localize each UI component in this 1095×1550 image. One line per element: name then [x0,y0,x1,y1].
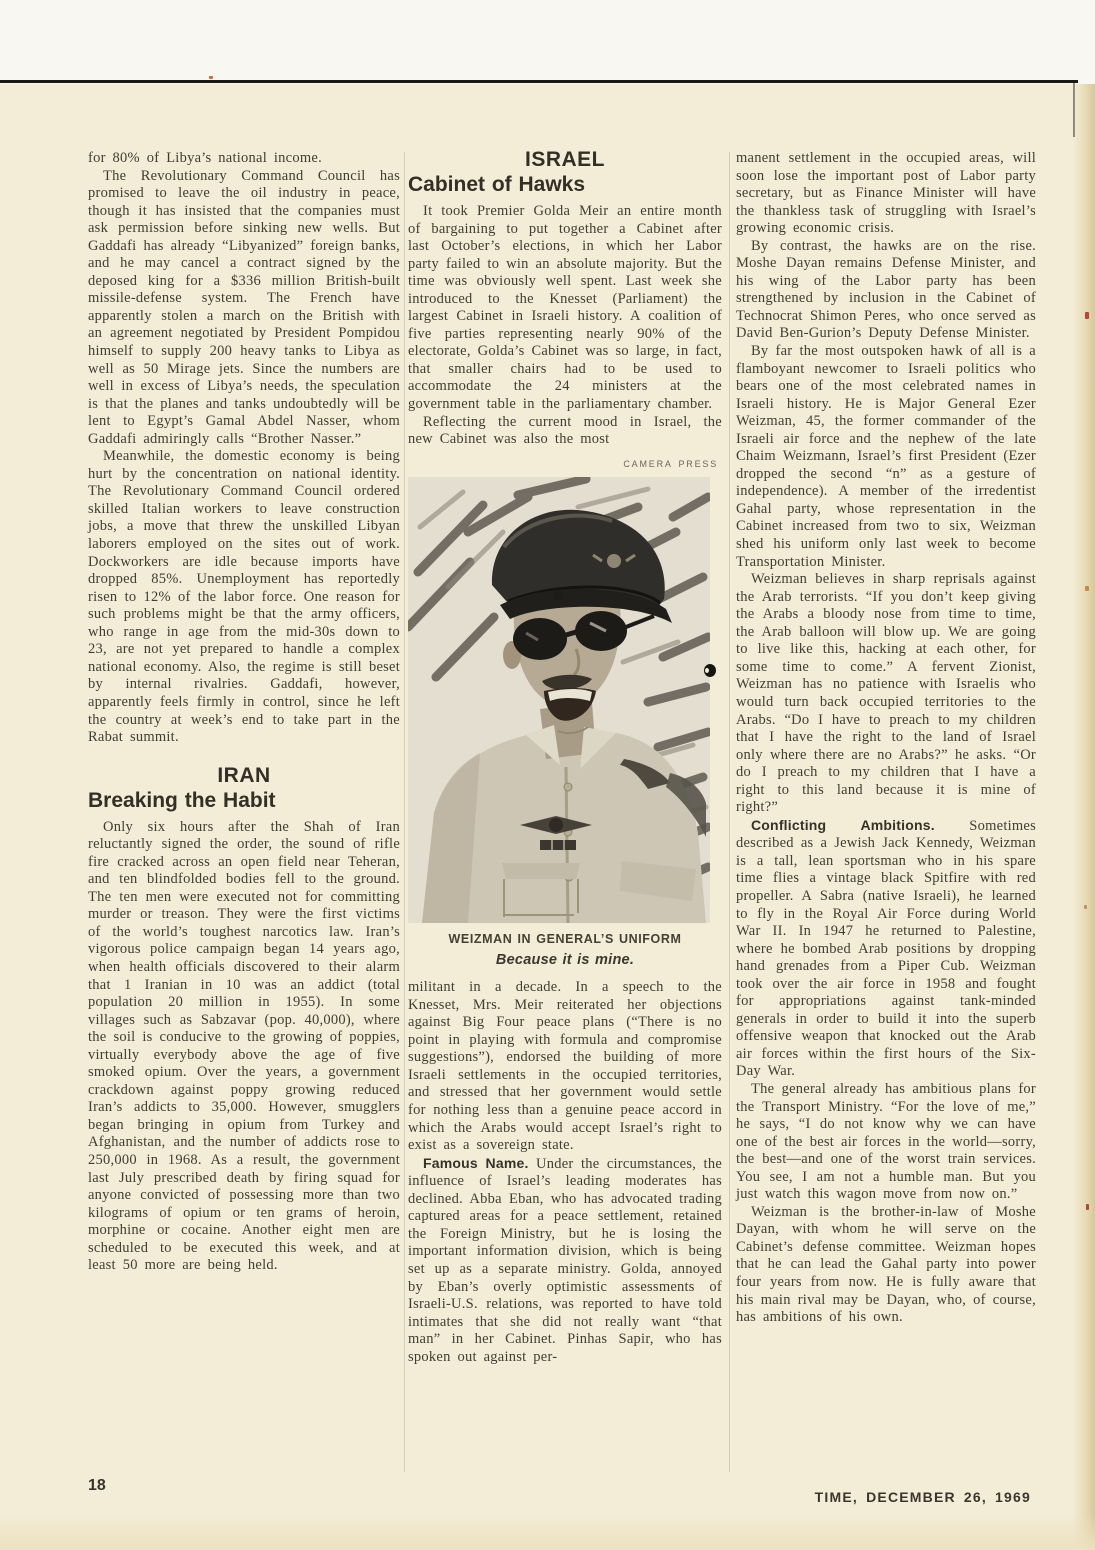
paragraph: Weizman believes in sharp reprisals against the Arab terrorists. “If you don’t keep giving the Arabs a bloody nose from time to time, the Arab balloon will blow up. We are going to live like this, hacking at each other, for some time to come.” A fervent Zionist, Weizman has no patience with Israelis who would turn back occupied territories to the Arabs. “Do I have to preach to my children that I have the right to the land of Israel only where there are no Arabs?” he asks. “Or do I preach to my children that I have a right to this land because it is mine of right?” [736,571,1036,816]
paragraph: By contrast, the hawks are on the rise. Moshe Dayan remains Defense Minister, and his wing of the Labor party has been strengthened by inclusion in the Cabinet of Technocrat Shimon Peres, who once served as David Ben-Gurion’s Deputy Defense Minister. [736,237,1036,342]
column-rule [729,152,730,1472]
issue-footer: TIME, DECEMBER 26, 1969 [814,1489,1031,1505]
dust-speck [209,76,213,79]
page-edge-right [1073,84,1095,1550]
paragraph: Weizman is the brother-in-law of Moshe Dayan, with whom he will serve on the Cabinet’s defense committee. Weizman hopes that he can lead the Gahal party into power four years from now. He is fully aware that his main rival may be Dayan, who, of course, has ambitions of his own. [736,1203,1036,1326]
section-kicker-israel: ISRAEL [524,148,605,171]
paragraph-lead-in: Conflicting Ambitions. [751,816,935,833]
paragraph: The general already has ambitious plans for the Transport Ministry. “For the love of me,” he says, “I do not know why we can have one of the best air forces in the world—sorry, the best—and one of the worst train services. You see, I am not a humble man. But you just watch this wagon move from now on.” [736,1080,1036,1203]
photo-caption-title: WEIZMAN IN GENERAL’S UNIFORM [448,932,682,947]
column-left [88,150,400,1275]
edge-speck [1084,905,1087,909]
paragraph-text: Sometimes described as a Jewish Jack Kennedy, Weizman is a tall, lean sportsman who in his spare time flies a vintage black Spitfire with red propeller. A Sabra (native Israeli), he learned to fly in the Royal Air Force during World War II. In 1947 he returned to Palestine, where he bombed Arab positions by dropping hand grenades from a Piper Cub. Weizman took over the air force in 1958 and fought for appropriations against tank-minded generals in order to build it into the superb offensive weapon that knocked out the Arab air forces within the first hours of the Six-Day War. [736,817,1036,1080]
paragraph: Only six hours after the Shah of Iran reluctantly signed the order, the sound of rifle fire cracked across an open field near Teheran, and ten blindfolded bodies fell to the ground. The ten men were executed not for committing murder or treason. They were the first victims of the world’s toughest narcotics law. Iran’s vigorous police campaign began 14 years ago, when health officials discovered to their alarm that 1 Iranian in 10 was an addict (total population 20 million in 1955). In some villages such as Sabzavar (pop. 40,000), where the soil is conducive to the growing of poppies, virtually everybody above the age of five smoked opium. Over the years, a government crackdown against poppy growing reduced Iran’s addicts to 35,000. However, smugglers began bringing in opium from Turkey and Afghanistan, and the number of addicts rose to 250,000 in 1968. As a result, the government last July prescribed death by firing squad for anyone convicted of possessing more than two kilograms of opium or ten grams of heroin, morphine or cocaine. Another eight men are scheduled to be executed this week, and at least 50 more are being held. [88,818,400,1274]
weizman-photo [408,477,710,923]
page-edge-bottom [0,1514,1095,1550]
page-number: 18 [88,1477,106,1494]
section-kicker-iran: IRAN [217,763,271,787]
paragraph: for 80% of Libya’s national income. [88,150,322,166]
paragraph: Meanwhile, the domestic economy is being hurt by the concentration on national identity. The Revolutionary Command Council ordered skilled Italian workers to leave construction jobs, a move that threw the unskilled Libyan laborers employed on the sites out of work. Dockworkers are idle because imports have dropped 85%. Unemployment has reportedly risen to 12% of the labor force. One reason for such problems might be that the army officers, who range in age from the mid-30s down to 23, are not yet prepared to handle a complex national economy. Also, the regime is still beset by internal rivalries. Gaddafi, however, apparently feels firmly in control, since he left the country at week’s end to take part in the Rabat summit. [88,448,400,746]
photo-caption-quote: Because it is mine. [495,952,635,969]
column-middle [408,148,722,1366]
article-headline-iran: Breaking the Habit [88,788,276,812]
paragraph: The Revolutionary Command Council has promised to leave the oil industry in peace, though it has insisted that the companies must ask permission before sinking new wells. But Gaddafi has already “Libyanized” foreign banks, and he may cancel a contract signed by the deposed king for a $336 million British-built missile-defense system. The French have apparently stolen a march on the British with an agreement negotiated by President Pompidou himself to supply 200 heavy tanks to Libya as well as 50 Mirage jets. Since the numbers are well in excess of Libya’s needs, the speculation is that the planes and tanks undoubtedly will be lent to Egypt’s Gamal Abdel Nasser, whom Gaddafi admiringly calls “Brother Nasser.” [88,167,400,447]
article-headline-israel: Cabinet of Hawks [408,173,586,196]
paragraph-text: Under the circumstances, the influence of Israel’s leading moderates has declined. Abba Eban, who has advocated trading captured areas for a peace settlement, retained the Foreign Ministry, but he is losing the important information division, which is being set up as a separate ministry. Golda, annoyed by Eban’s overly optimistic assessments of Israeli-U.S. relations, was reported to have told intimates that she did not really want “that man” in her Cabinet. Pinhas Sapir, who has spoken out against per- [408,1155,723,1365]
column-right [736,150,1036,1327]
paragraph: It took Premier Golda Meir an entire month of bargaining to put together a Cabinet after last October’s elections, in which her Labor party failed to win an absolute majority. But the time was obviously well spent. Last week she introduced to the Knesset (Parliament) the largest Cabinet in Israeli history. A coalition of five parties representing nearly 90% of the electorate, Golda’s Cabinet was so large, in fact, that smaller chairs had to be used to accommodate the 24 ministers at the government table in the parliamentary chamber. [408,203,722,413]
paragraph: By far the most outspoken hawk of all is a flamboyant newcomer to Israeli politics who bears one of the most celebrated names in Israeli history. He is Major General Ezer Weizman, 45, the former commander of the Israeli air force and the nephew of the late Chaim Weizmann, Israel’s first President (Ezer dropped the second “n” as a gesture of independence). A member of the irredentist Gahal party, whose representation in the Cabinet increased from two to six, Weizman shed his uniform only last week to become Transportation Minister. [736,343,1036,570]
edge-speck [1085,586,1089,591]
scan-edge-line [0,80,1078,83]
paragraph [408,1155,722,1367]
edge-speck [1086,1204,1089,1210]
photo-credit: CAMERA PRESS [623,458,718,469]
paragraph-lead-in: Famous Name. [423,1154,529,1171]
paragraph: manent settlement in the occupied areas, will soon lose the important post of Labor party secretary, but as Finance Minister will have the thankless task of struggling with Israel’s growing economic crisis. [736,150,1036,237]
print-registration-mark [704,664,716,677]
column-rule [404,152,405,1472]
paragraph: Reflecting the current mood in Israel, the new Cabinet was also the most [408,413,722,448]
edge-speck [1085,312,1089,319]
paragraph: militant in a decade. In a speech to the Knesset, Mrs. Meir reiterated her objections against Big Four peace plans (“There is no point in playing with formula and compromise suggestions”), endorsed the building of more Israeli settlements in the occupied territories, and stressed that her government would settle for nothing less than a genuine peace accord in which the Arabs would accept Israel’s right to exist as a sovereign state. [408,979,722,1154]
paragraph [736,817,1036,1081]
